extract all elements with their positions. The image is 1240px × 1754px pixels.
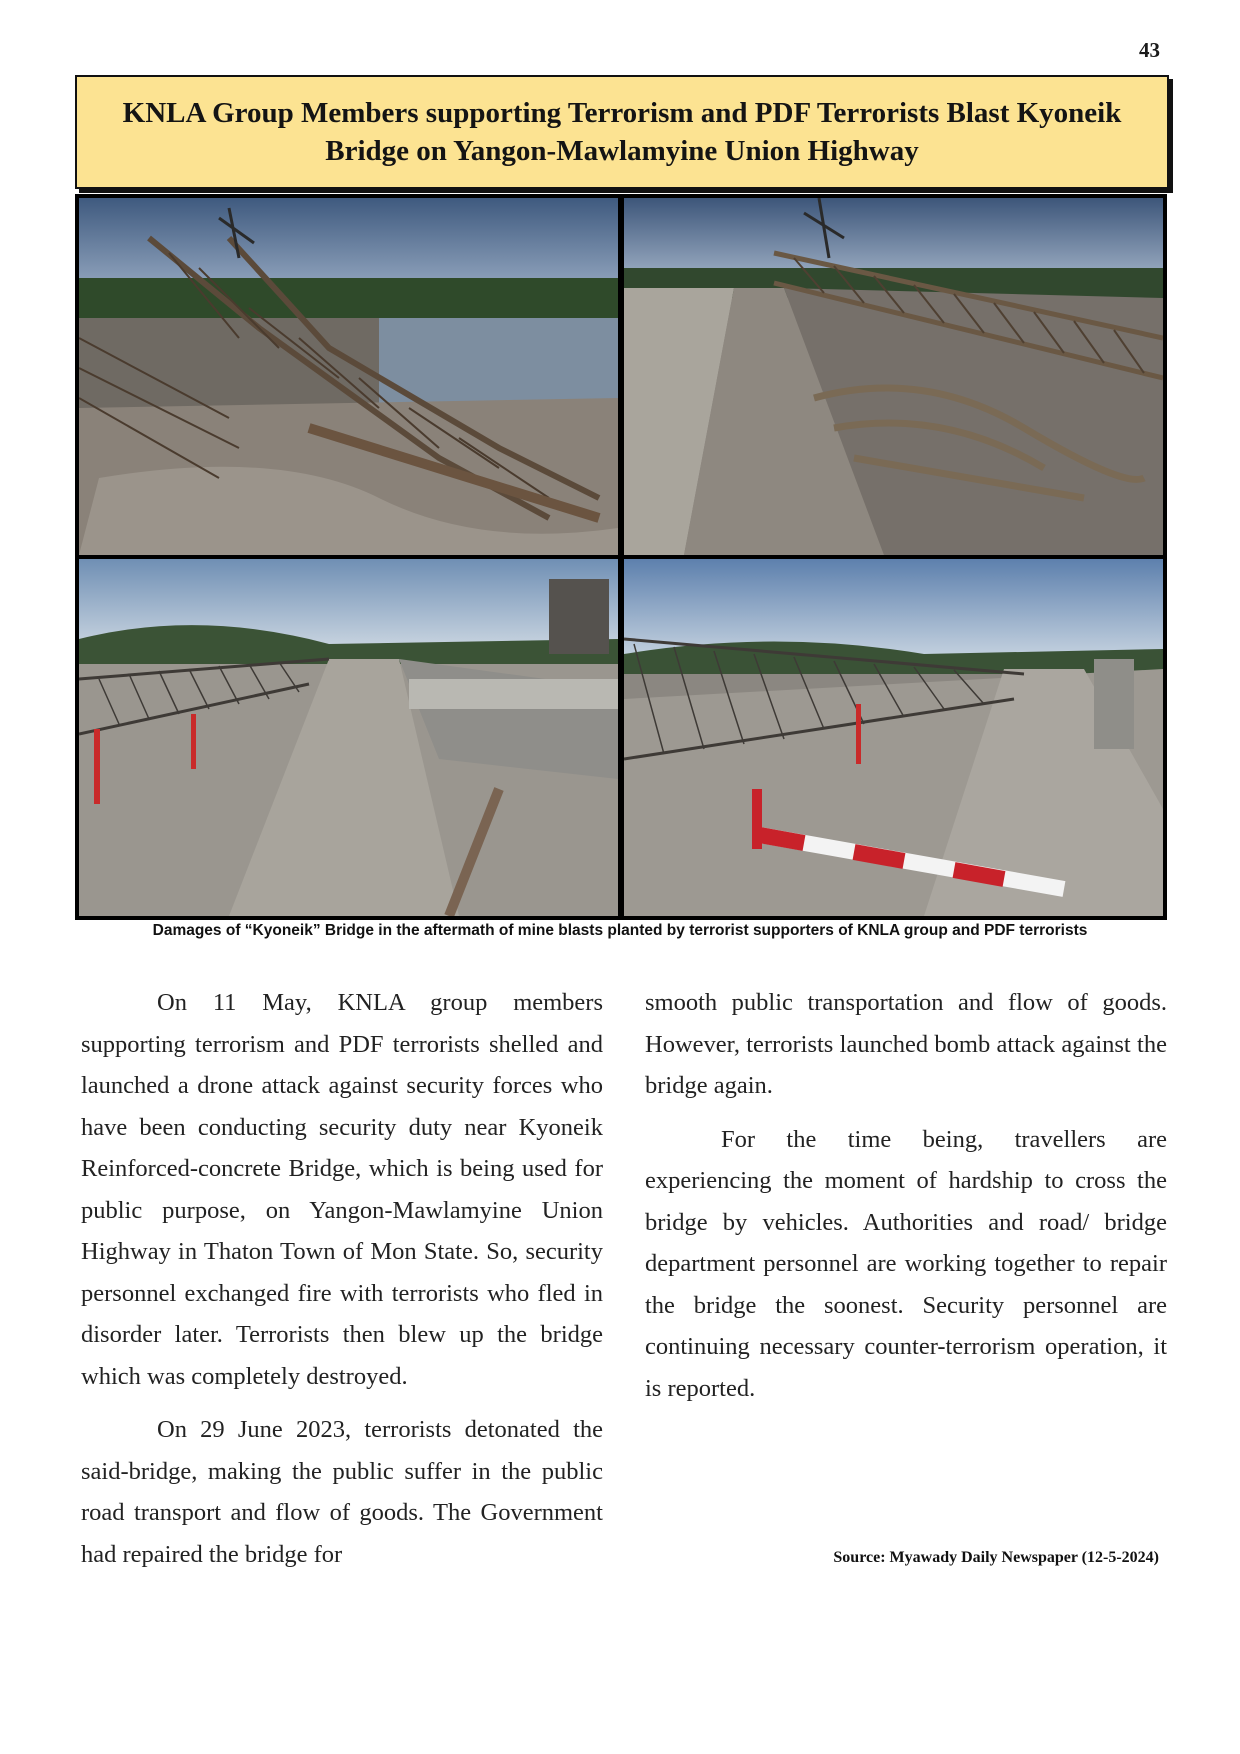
- title-box: [75, 75, 1169, 189]
- paragraph: On 11 May, KNLA group members supporting terrorism and PDF terrorists shelled and launched a drone attack against security forces who have been conducting security duty near Kyoneik Reinforced-concrete Bridge, which is being used for public purpose, on Yangon-Mawlamyine Union Highway in Thaton Town of Mon State. So, security personnel exchanged fire with terrorists who fled in disorder later. Terrorists then blew up the bridge which was completely destroyed.: [81, 989, 603, 1390]
- bridge-photo-2: [624, 198, 1163, 555]
- photo-caption: Damages of “Kyoneik” Bridge in the aftermath of mine blasts planted by terrorist supporters of KNLA group and PDF terrorists: [152, 922, 1088, 939]
- right-column: [645, 982, 1167, 1421]
- bridge-photo-3: [79, 559, 618, 916]
- article-title: KNLA Group Members supporting Terrorism and PDF Terrorists Blast Kyoneik Bridge on Yangon-Mawlamyine Union Highway: [122, 97, 1122, 167]
- photo-grid: [75, 194, 1167, 920]
- page-number: 43: [1139, 38, 1160, 62]
- paragraph: On 29 June 2023, terrorists detonated the said-bridge, making the public suffer in the public road transport and flow of goods. The Government had repaired the bridge for: [81, 1416, 603, 1568]
- paragraph: smooth public transportation and flow of goods. However, terrorists launched bomb attack against the bridge again.: [645, 989, 1167, 1099]
- paragraph: For the time being, travellers are experiencing the moment of hardship to cross the bridge by vehicles. Authorities and road/ bridge department personnel are working together to repair the bridge the soonest. Security personnel are continuing necessary counter-terrorism operation, it is reported.: [645, 1125, 1167, 1402]
- left-column: [81, 982, 603, 1587]
- bridge-photo-1: [79, 198, 618, 555]
- source-credit: Source: Myawady Daily Newspaper (12-5-2024): [833, 1549, 1159, 1566]
- bridge-photo-4: [624, 559, 1163, 916]
